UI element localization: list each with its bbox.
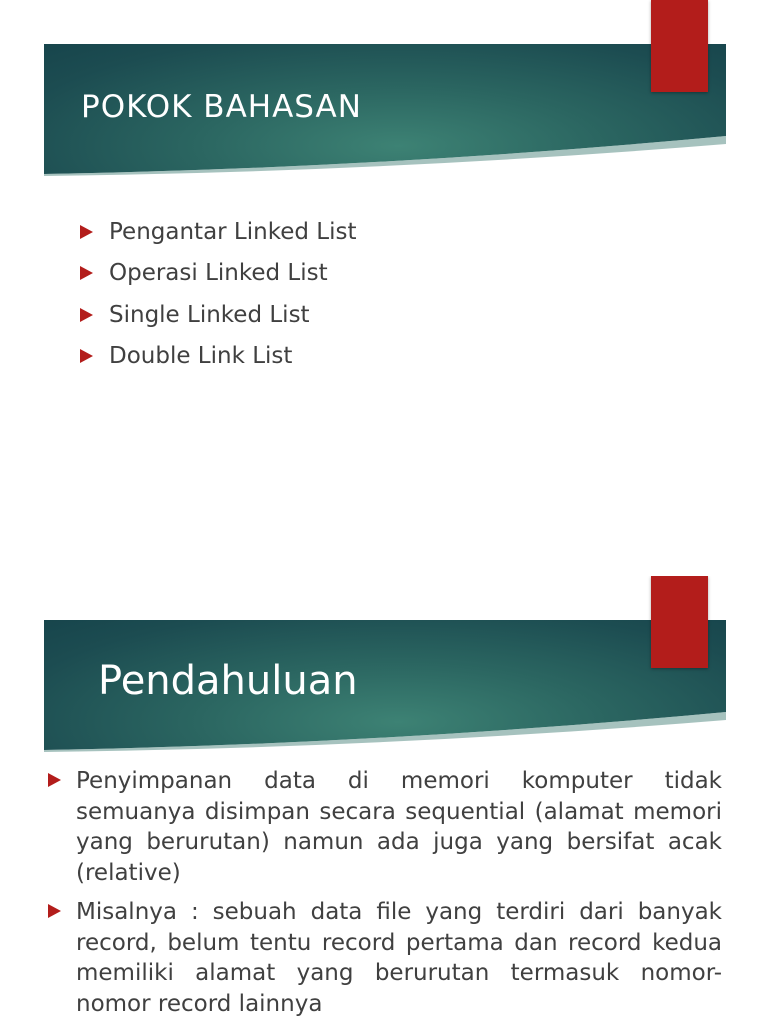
triangle-bullet-icon xyxy=(48,773,61,787)
list-item xyxy=(80,211,356,253)
list-item-text: Double Link List xyxy=(109,343,293,370)
banner-curve xyxy=(44,120,726,180)
list-item xyxy=(80,294,356,336)
list-item xyxy=(46,766,722,888)
slide-title: Pendahuluan xyxy=(98,658,358,704)
accent-block xyxy=(651,0,708,92)
accent-block xyxy=(651,576,708,668)
triangle-bullet-icon xyxy=(80,225,93,239)
list-item-text: Single Linked List xyxy=(109,301,310,328)
list-item xyxy=(80,253,356,295)
list-item xyxy=(80,336,356,378)
slide-pendahuluan xyxy=(0,576,768,1024)
title-banner xyxy=(44,620,726,756)
list-item-text: Pengantar Linked List xyxy=(109,218,357,245)
triangle-bullet-icon xyxy=(80,266,93,280)
slide-title: POKOK BAHASAN xyxy=(81,89,362,125)
banner-curve xyxy=(44,696,726,756)
paragraph-list xyxy=(46,766,722,1024)
list-item-text: Misalnya : sebuah data file yang terdiri dari banyak record, belum tentu record pertama dan record kedua memiliki alamat yang berurutan termasuk nomor-nomor record lainnya xyxy=(76,899,722,1017)
triangle-bullet-icon xyxy=(80,308,93,322)
topic-list xyxy=(80,211,356,377)
list-item-text: Penyimpanan data di memori komputer tidak semuanya disimpan secara sequential (alamat memori yang berurutan) namun ada juga yang bersifat acak (relative) xyxy=(76,768,722,886)
list-item xyxy=(46,897,722,1019)
triangle-bullet-icon xyxy=(80,349,93,363)
title-banner xyxy=(44,44,726,180)
triangle-bullet-icon xyxy=(48,904,61,918)
list-item-text: Operasi Linked List xyxy=(109,260,328,287)
